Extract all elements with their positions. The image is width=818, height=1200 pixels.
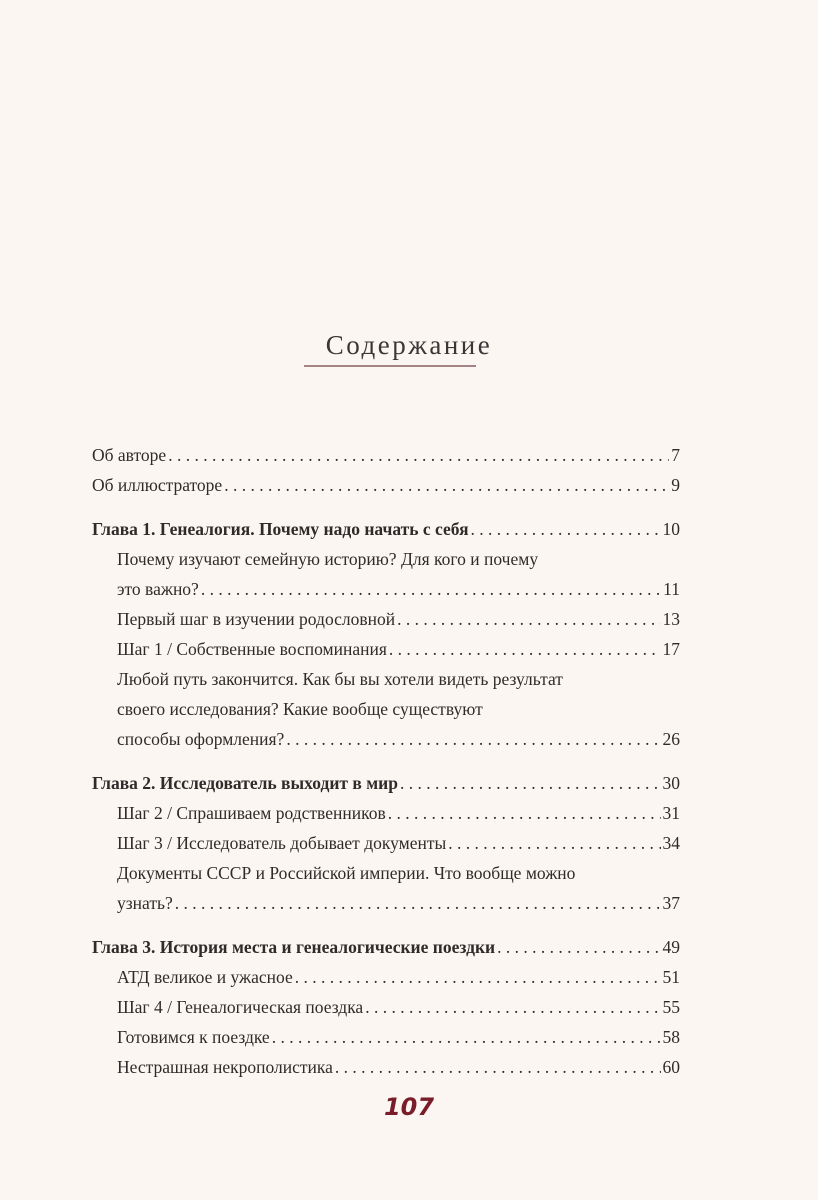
page-number: 107: [383, 1093, 435, 1121]
dot-leader: [286, 724, 660, 754]
toc-entry[interactable]: [92, 440, 680, 470]
toc-entry-title: Глава 3. История места и генеалогические поездки: [92, 937, 496, 957]
toc-page-number: 26: [662, 729, 680, 749]
title-underline: [304, 365, 476, 367]
toc-entry[interactable]: [92, 992, 680, 1022]
toc-page-number: 37: [662, 893, 680, 913]
toc-section: [92, 932, 680, 1082]
toc-entry-title: Шаг 2 / Спрашиваем родственников: [117, 803, 386, 823]
toc-entry-title: Готовимся к поездке: [117, 1027, 270, 1047]
toc-entry-title: Об иллюстраторе: [92, 475, 223, 495]
toc-entry-title: это важно?: [117, 579, 199, 599]
toc-entry-title: Первый шаг в изучении родословной: [117, 609, 396, 629]
toc-entry-title: узнать?: [117, 893, 173, 913]
toc-page-number: 11: [663, 579, 680, 599]
dot-leader: [397, 604, 660, 634]
toc-entry-title: Глава 2. Исследователь выходит в мир: [92, 773, 398, 793]
toc-chapter-entry[interactable]: [92, 514, 680, 544]
toc-entry-title-line: Документы СССР и Российской империи. Что вообще можно: [117, 863, 576, 883]
toc-entry[interactable]: [92, 604, 680, 634]
toc-entry-title-line: Почему изучают семейную историю? Для кого и почему: [117, 549, 539, 569]
toc-page-number: 34: [662, 833, 680, 853]
dot-leader: [389, 634, 661, 664]
dot-leader: [400, 768, 661, 798]
toc-entry[interactable]: [92, 858, 680, 918]
toc-entry-title-line: своего исследования? Какие вообще существуют: [117, 699, 483, 719]
toc-page-number: 31: [662, 803, 680, 823]
dot-leader: [295, 962, 661, 992]
toc-chapter-entry[interactable]: [92, 932, 680, 962]
toc-entry[interactable]: [92, 962, 680, 992]
dot-leader: [471, 514, 661, 544]
toc-entry-title: Шаг 4 / Генеалогическая поездка: [117, 997, 364, 1017]
toc-entry-title: Шаг 1 / Собственные воспоминания: [117, 639, 387, 659]
toc-entry-title: Глава 1. Генеалогия. Почему надо начать с себя: [92, 519, 469, 539]
table-of-contents: [92, 440, 680, 1096]
toc-page-number: 10: [662, 519, 680, 539]
toc-entry[interactable]: [92, 664, 680, 754]
toc-entry[interactable]: [92, 470, 680, 500]
toc-entry-title: АТД великое и ужасное: [117, 967, 293, 987]
toc-entry-title: Шаг 3 / Исследователь добывает документы: [117, 833, 447, 853]
toc-entry[interactable]: [92, 798, 680, 828]
toc-entry[interactable]: [92, 1022, 680, 1052]
toc-section: [92, 768, 680, 918]
toc-page-number: 9: [671, 475, 680, 495]
dot-leader: [448, 828, 660, 858]
toc-page-number: 49: [662, 937, 680, 957]
dot-leader: [388, 798, 661, 828]
toc-entry[interactable]: [92, 828, 680, 858]
toc-entry-title: Нестрашная некрополистика: [117, 1057, 333, 1077]
toc-section: [92, 514, 680, 754]
toc-page-number: 13: [662, 609, 680, 629]
dot-leader: [201, 574, 661, 604]
toc-entry[interactable]: [92, 634, 680, 664]
toc-entry[interactable]: [92, 544, 680, 604]
dot-leader: [365, 992, 660, 1022]
toc-page-number: 58: [662, 1027, 680, 1047]
dot-leader: [224, 470, 669, 500]
toc-page-number: 51: [662, 967, 680, 987]
toc-chapter-entry[interactable]: [92, 768, 680, 798]
dot-leader: [272, 1022, 661, 1052]
toc-page-number: 30: [662, 773, 680, 793]
toc-entry-title: Об авторе: [92, 445, 167, 465]
dot-leader: [175, 888, 661, 918]
dot-leader: [168, 440, 669, 470]
toc-page-number: 60: [662, 1057, 680, 1077]
page-title: Содержание: [325, 330, 493, 360]
toc-page-number: 55: [662, 997, 680, 1017]
toc-section: [92, 440, 680, 500]
toc-entry[interactable]: [92, 1052, 680, 1082]
toc-entry-title-line: Любой путь закончится. Как бы вы хотели видеть результат: [117, 669, 563, 689]
dot-leader: [335, 1052, 661, 1082]
toc-page-number: 17: [662, 639, 680, 659]
dot-leader: [497, 932, 660, 962]
toc-entry-title: способы оформления?: [117, 729, 285, 749]
toc-page-number: 7: [671, 445, 680, 465]
